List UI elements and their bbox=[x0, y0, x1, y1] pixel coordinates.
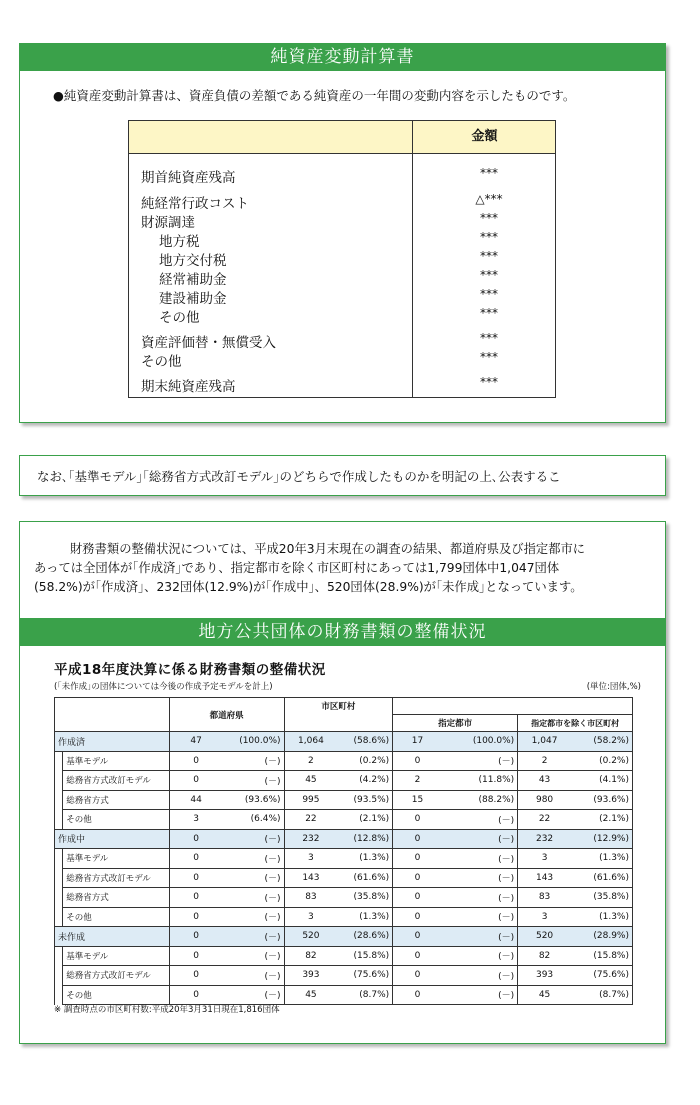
statement-value: *** bbox=[480, 166, 498, 180]
header-municipalities: 市区町村 bbox=[284, 698, 393, 715]
net-assets-title: 純資産変動計算書 bbox=[20, 44, 665, 71]
row-label: 作成中 bbox=[55, 829, 170, 849]
count-cell: 45 bbox=[518, 985, 571, 1005]
count-cell: 995 bbox=[284, 790, 337, 810]
table-row bbox=[55, 849, 633, 869]
count-cell: 520 bbox=[518, 927, 571, 947]
statement-label: 地方税 bbox=[159, 234, 200, 250]
header-prefectures: 都道府県 bbox=[169, 698, 284, 732]
percent-cell: (1.3%) bbox=[571, 907, 633, 927]
statement-row bbox=[129, 350, 555, 369]
count-cell: 1,047 bbox=[518, 732, 571, 752]
percent-cell: (－) bbox=[223, 849, 285, 869]
table-row bbox=[55, 868, 633, 888]
percent-cell: (－) bbox=[442, 849, 518, 869]
count-cell: 0 bbox=[169, 966, 222, 986]
count-cell: 83 bbox=[518, 888, 571, 908]
count-cell: 0 bbox=[169, 751, 222, 771]
row-label: 作成済 bbox=[55, 732, 170, 752]
statement-value: *** bbox=[480, 268, 498, 282]
percent-cell: (－) bbox=[223, 868, 285, 888]
count-cell: 1,064 bbox=[284, 732, 337, 752]
count-cell: 0 bbox=[393, 829, 442, 849]
statement-value: *** bbox=[480, 249, 498, 263]
count-cell: 0 bbox=[393, 849, 442, 869]
statement-row bbox=[129, 166, 555, 185]
indent-cell bbox=[55, 888, 63, 908]
statement-value: *** bbox=[480, 287, 498, 301]
percent-cell: (2.1%) bbox=[571, 810, 633, 830]
percent-cell: (－) bbox=[442, 966, 518, 986]
percent-cell: (－) bbox=[223, 985, 285, 1005]
count-cell: 45 bbox=[284, 771, 337, 791]
count-cell: 0 bbox=[169, 829, 222, 849]
percent-cell: (4.1%) bbox=[571, 771, 633, 791]
count-cell: 0 bbox=[393, 888, 442, 908]
paragraph-line: 財務書類の整備状況については、平成20年3月末現在の調査の結果、都道府県及び指定都市に bbox=[70, 542, 586, 556]
count-cell: 0 bbox=[169, 985, 222, 1005]
count-cell: 0 bbox=[169, 907, 222, 927]
statement-label: 純経常行政コスト bbox=[141, 196, 249, 212]
count-cell: 82 bbox=[518, 946, 571, 966]
publication-note-panel bbox=[19, 455, 666, 496]
header-designated: 指定都市 bbox=[393, 715, 518, 732]
percent-cell: (61.6%) bbox=[571, 868, 633, 888]
indent-cell bbox=[55, 751, 63, 771]
statement-label: 資産評価替・無償受入 bbox=[141, 335, 276, 351]
percent-cell: (－) bbox=[442, 829, 518, 849]
indent-cell bbox=[55, 868, 63, 888]
row-label: 総務省方式改訂モデル bbox=[63, 868, 170, 888]
status-paragraph bbox=[34, 540, 654, 597]
percent-cell: (100.0%) bbox=[442, 732, 518, 752]
statement-label: その他 bbox=[159, 310, 200, 326]
count-cell: 15 bbox=[393, 790, 442, 810]
count-cell: 17 bbox=[393, 732, 442, 752]
table-row bbox=[55, 888, 633, 908]
count-cell: 22 bbox=[284, 810, 337, 830]
percent-cell: (－) bbox=[442, 868, 518, 888]
percent-cell: (28.6%) bbox=[337, 927, 392, 947]
percent-cell: (15.8%) bbox=[337, 946, 392, 966]
indent-cell bbox=[55, 966, 63, 986]
statement-label: 建設補助金 bbox=[159, 291, 227, 307]
statement-row bbox=[129, 306, 555, 325]
percent-cell: (75.6%) bbox=[337, 966, 392, 986]
row-label: 基準モデル bbox=[63, 946, 170, 966]
row-label: 総務省方式改訂モデル bbox=[63, 771, 170, 791]
count-cell: 980 bbox=[518, 790, 571, 810]
indent-cell bbox=[55, 849, 63, 869]
table-row bbox=[55, 810, 633, 830]
percent-cell: (8.7%) bbox=[337, 985, 392, 1005]
count-cell: 393 bbox=[518, 966, 571, 986]
percent-cell: (100.0%) bbox=[223, 732, 285, 752]
count-cell: 47 bbox=[169, 732, 222, 752]
indent-cell bbox=[55, 985, 63, 1005]
statement-row bbox=[129, 331, 555, 350]
percent-cell: (6.4%) bbox=[223, 810, 285, 830]
count-cell: 0 bbox=[393, 868, 442, 888]
percent-cell: (1.3%) bbox=[337, 849, 392, 869]
status-title: 地方公共団体の財務書類の整備状況 bbox=[20, 618, 665, 646]
percent-cell: (35.8%) bbox=[571, 888, 633, 908]
statement-value: *** bbox=[480, 306, 498, 320]
percent-cell: (1.3%) bbox=[337, 907, 392, 927]
count-cell: 0 bbox=[393, 810, 442, 830]
indent-cell bbox=[55, 946, 63, 966]
table-title: 平成18年度決算に係る財務書類の整備状況 bbox=[54, 662, 326, 678]
table-row bbox=[55, 751, 633, 771]
group-row bbox=[55, 927, 633, 947]
count-cell: 3 bbox=[284, 907, 337, 927]
percent-cell: (0.2%) bbox=[337, 751, 392, 771]
percent-cell: (1.3%) bbox=[571, 849, 633, 869]
statement-value: *** bbox=[480, 350, 498, 364]
indent-cell bbox=[55, 771, 63, 791]
table-row bbox=[55, 985, 633, 1005]
count-cell: 3 bbox=[518, 907, 571, 927]
statement-row bbox=[129, 268, 555, 287]
percent-cell: (11.8%) bbox=[442, 771, 518, 791]
percent-cell: (61.6%) bbox=[337, 868, 392, 888]
percent-cell: (－) bbox=[223, 771, 285, 791]
statement-value: *** bbox=[480, 375, 498, 389]
header-municipalities-blank bbox=[284, 715, 393, 732]
percent-cell: (－) bbox=[223, 829, 285, 849]
count-cell: 0 bbox=[169, 927, 222, 947]
status-panel bbox=[19, 521, 666, 1044]
percent-cell: (75.6%) bbox=[571, 966, 633, 986]
count-cell: 393 bbox=[284, 966, 337, 986]
percent-cell: (－) bbox=[223, 927, 285, 947]
table-row bbox=[55, 907, 633, 927]
row-label: その他 bbox=[63, 985, 170, 1005]
percent-cell: (15.8%) bbox=[571, 946, 633, 966]
indent-cell bbox=[55, 907, 63, 927]
percent-cell: (－) bbox=[223, 888, 285, 908]
amount-header: 金額 bbox=[471, 129, 498, 144]
net-assets-intro: ●純資産変動計算書は、資産負債の差額である純資産の一年間の変動内容を示したものです。 bbox=[53, 88, 576, 103]
percent-cell: (58.6%) bbox=[337, 732, 392, 752]
statement-row bbox=[129, 287, 555, 306]
count-cell: 0 bbox=[169, 888, 222, 908]
count-cell: 0 bbox=[393, 751, 442, 771]
table-sub-note: (｢未作成｣の団体については今後の作成予定モデルを計上) bbox=[54, 682, 273, 692]
count-cell: 44 bbox=[169, 790, 222, 810]
statement-value: *** bbox=[480, 211, 498, 225]
count-cell: 83 bbox=[284, 888, 337, 908]
statement-label: 財源調達 bbox=[141, 215, 195, 231]
percent-cell: (28.9%) bbox=[571, 927, 633, 947]
count-cell: 232 bbox=[518, 829, 571, 849]
count-cell: 0 bbox=[393, 985, 442, 1005]
percent-cell: (35.8%) bbox=[337, 888, 392, 908]
count-cell: 232 bbox=[284, 829, 337, 849]
percent-cell: (－) bbox=[442, 810, 518, 830]
publication-note: なお､｢基準モデル｣｢総務省方式改訂モデル｣のどちらで作成したものかを明記の上､公表するこ bbox=[37, 469, 561, 484]
percent-cell: (58.2%) bbox=[571, 732, 633, 752]
percent-cell: (93.6%) bbox=[223, 790, 285, 810]
statement-label: 経常補助金 bbox=[159, 272, 227, 288]
percent-cell: (－) bbox=[223, 946, 285, 966]
statement-label: 期末純資産残高 bbox=[141, 379, 236, 395]
table-row bbox=[55, 966, 633, 986]
count-cell: 143 bbox=[518, 868, 571, 888]
status-table bbox=[54, 697, 633, 1005]
count-cell: 43 bbox=[518, 771, 571, 791]
count-cell: 0 bbox=[169, 868, 222, 888]
statement-label: その他 bbox=[141, 354, 182, 370]
paragraph-line: あっては全団体が｢作成済｣であり、指定都市を除く市区町村にあっては1,799団体中1,047団体 bbox=[34, 561, 560, 575]
header-blank-top bbox=[393, 698, 633, 715]
percent-cell: (4.2%) bbox=[337, 771, 392, 791]
row-label: 総務省方式 bbox=[63, 790, 170, 810]
row-label: その他 bbox=[63, 810, 170, 830]
table-row bbox=[55, 790, 633, 810]
percent-cell: (2.1%) bbox=[337, 810, 392, 830]
percent-cell: (88.2%) bbox=[442, 790, 518, 810]
statement-row bbox=[129, 230, 555, 249]
percent-cell: (－) bbox=[442, 985, 518, 1005]
percent-cell: (93.6%) bbox=[571, 790, 633, 810]
statement-value: △*** bbox=[475, 192, 503, 206]
percent-cell: (－) bbox=[223, 751, 285, 771]
statement-value: *** bbox=[480, 331, 498, 345]
percent-cell: (12.9%) bbox=[571, 829, 633, 849]
percent-cell: (93.5%) bbox=[337, 790, 392, 810]
indent-cell bbox=[55, 790, 63, 810]
row-label: 総務省方式 bbox=[63, 888, 170, 908]
percent-cell: (8.7%) bbox=[571, 985, 633, 1005]
group-row bbox=[55, 829, 633, 849]
count-cell: 0 bbox=[393, 966, 442, 986]
table-row bbox=[55, 771, 633, 791]
count-cell: 2 bbox=[518, 751, 571, 771]
statement-row bbox=[129, 211, 555, 230]
table-footnote: ※ 調査時点の市区町村数:平成20年3月31日現在1,816団体 bbox=[54, 1005, 280, 1015]
net-assets-statement-table bbox=[128, 120, 556, 398]
percent-cell: (－) bbox=[223, 966, 285, 986]
percent-cell: (12.8%) bbox=[337, 829, 392, 849]
statement-row bbox=[129, 375, 555, 394]
count-cell: 3 bbox=[169, 810, 222, 830]
percent-cell: (－) bbox=[442, 927, 518, 947]
count-cell: 3 bbox=[518, 849, 571, 869]
statement-label: 地方交付税 bbox=[159, 253, 227, 269]
count-cell: 520 bbox=[284, 927, 337, 947]
percent-cell: (－) bbox=[442, 946, 518, 966]
count-cell: 0 bbox=[393, 927, 442, 947]
header-excl-designated: 指定都市を除く市区町村 bbox=[518, 715, 633, 732]
row-label: その他 bbox=[63, 907, 170, 927]
percent-cell: (－) bbox=[442, 888, 518, 908]
count-cell: 0 bbox=[169, 946, 222, 966]
count-cell: 0 bbox=[393, 946, 442, 966]
row-label: 未作成 bbox=[55, 927, 170, 947]
count-cell: 22 bbox=[518, 810, 571, 830]
count-cell: 3 bbox=[284, 849, 337, 869]
count-cell: 143 bbox=[284, 868, 337, 888]
row-label: 基準モデル bbox=[63, 751, 170, 771]
statement-row bbox=[129, 192, 555, 211]
count-cell: 0 bbox=[169, 849, 222, 869]
count-cell: 2 bbox=[284, 751, 337, 771]
statement-value: *** bbox=[480, 230, 498, 244]
statement-row bbox=[129, 249, 555, 268]
header-blank bbox=[55, 698, 170, 732]
count-cell: 45 bbox=[284, 985, 337, 1005]
statement-label: 期首純資産残高 bbox=[141, 170, 236, 186]
count-cell: 0 bbox=[169, 771, 222, 791]
row-label: 総務省方式改訂モデル bbox=[63, 966, 170, 986]
percent-cell: (－) bbox=[442, 751, 518, 771]
percent-cell: (－) bbox=[442, 907, 518, 927]
indent-cell bbox=[55, 810, 63, 830]
count-cell: 0 bbox=[393, 907, 442, 927]
percent-cell: (－) bbox=[223, 907, 285, 927]
table-unit: (単位:団体,%) bbox=[586, 682, 641, 692]
count-cell: 2 bbox=[393, 771, 442, 791]
table-row bbox=[55, 946, 633, 966]
table-header-row bbox=[55, 698, 633, 715]
net-assets-panel bbox=[19, 43, 666, 423]
row-label: 基準モデル bbox=[63, 849, 170, 869]
paragraph-line: (58.2%)が｢作成済｣、232団体(12.9%)が｢作成中｣、520団体(28.9%)が｢未作成｣となっています。 bbox=[34, 580, 583, 594]
group-row bbox=[55, 732, 633, 752]
percent-cell: (0.2%) bbox=[571, 751, 633, 771]
count-cell: 82 bbox=[284, 946, 337, 966]
